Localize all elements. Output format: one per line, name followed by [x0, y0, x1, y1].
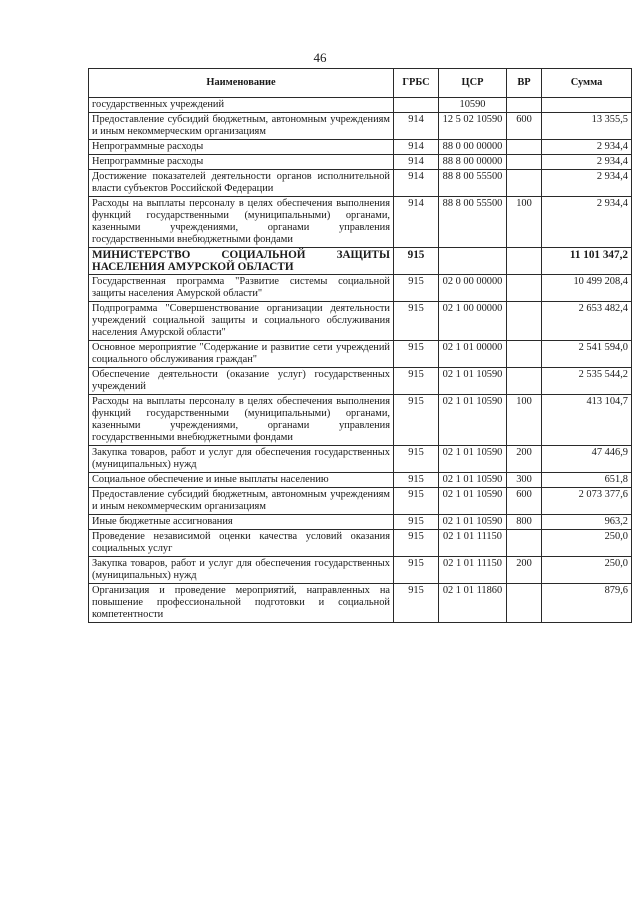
- table-row: [89, 155, 632, 170]
- cell-sum: 2 653 482,4: [542, 302, 632, 341]
- cell-vr: 800: [507, 515, 542, 530]
- table-row: [89, 98, 632, 113]
- cell-csr: 02 1 00 00000: [439, 302, 507, 341]
- cell-csr: 02 1 01 11150: [439, 557, 507, 584]
- table-row: [89, 248, 632, 275]
- cell-grbs: [394, 98, 439, 113]
- cell-csr: 02 1 01 10590: [439, 473, 507, 488]
- cell-vr: [507, 530, 542, 557]
- cell-name: Предоставление субсидий бюджетным, автономным учреждениям и иным некоммерческим организациям: [89, 113, 394, 140]
- table-body: [89, 98, 632, 623]
- cell-grbs: 915: [394, 557, 439, 584]
- cell-name: Иные бюджетные ассигнования: [89, 515, 394, 530]
- cell-name: Государственная программа "Развитие системы социальной защиты населения Амурской области": [89, 275, 394, 302]
- cell-sum: 13 355,5: [542, 113, 632, 140]
- cell-csr: 02 0 00 00000: [439, 275, 507, 302]
- cell-sum: 2 535 544,2: [542, 368, 632, 395]
- cell-name: Закупка товаров, работ и услуг для обеспечения государственных (муниципальных) нужд: [89, 557, 394, 584]
- cell-grbs: 914: [394, 113, 439, 140]
- cell-name: Организация и проведение мероприятий, направленных на повышение профессиональной подготовки и социальной компетентности: [89, 584, 394, 623]
- cell-grbs: 915: [394, 584, 439, 623]
- cell-name: Непрограммные расходы: [89, 140, 394, 155]
- cell-csr: 02 1 01 10590: [439, 488, 507, 515]
- cell-grbs: 914: [394, 140, 439, 155]
- cell-vr: 100: [507, 197, 542, 248]
- table-row: [89, 197, 632, 248]
- cell-vr: [507, 170, 542, 197]
- cell-name: Подпрограмма "Совершенствование организации деятельности учреждений социальной защиты и социального обслуживания населения Амурской области": [89, 302, 394, 341]
- header-name: Наименование: [89, 69, 394, 98]
- cell-vr: [507, 98, 542, 113]
- cell-grbs: 915: [394, 368, 439, 395]
- cell-name: государственных учреждений: [89, 98, 394, 113]
- cell-csr: 88 8 00 00000: [439, 155, 507, 170]
- table-row: [89, 170, 632, 197]
- cell-vr: 100: [507, 395, 542, 446]
- cell-name: Достижение показателей деятельности органов исполнительной власти субъектов Российской Федерации: [89, 170, 394, 197]
- cell-name: Предоставление субсидий бюджетным, автономным учреждениям и иным некоммерческим организациям: [89, 488, 394, 515]
- cell-grbs: 914: [394, 170, 439, 197]
- cell-name: Закупка товаров, работ и услуг для обеспечения государственных (муниципальных) нужд: [89, 446, 394, 473]
- cell-csr: 88 8 00 55500: [439, 197, 507, 248]
- cell-sum: 10 499 208,4: [542, 275, 632, 302]
- cell-name: Социальное обеспечение и иные выплаты населению: [89, 473, 394, 488]
- cell-grbs: 915: [394, 248, 439, 275]
- cell-sum: 47 446,9: [542, 446, 632, 473]
- cell-vr: [507, 275, 542, 302]
- cell-csr: 02 1 01 11150: [439, 530, 507, 557]
- cell-grbs: 915: [394, 395, 439, 446]
- table-row: [89, 446, 632, 473]
- cell-name: Обеспечение деятельности (оказание услуг) государственных учреждений: [89, 368, 394, 395]
- cell-csr: 88 0 00 00000: [439, 140, 507, 155]
- cell-csr: 10590: [439, 98, 507, 113]
- cell-vr: [507, 302, 542, 341]
- cell-vr: 300: [507, 473, 542, 488]
- cell-name: Основное мероприятие "Содержание и развитие сети учреждений социального обслуживания граждан": [89, 341, 394, 368]
- cell-sum: 11 101 347,2: [542, 248, 632, 275]
- header-csr: ЦСР: [439, 69, 507, 98]
- cell-sum: 2 073 377,6: [542, 488, 632, 515]
- cell-vr: [507, 341, 542, 368]
- header-vr: ВР: [507, 69, 542, 98]
- cell-sum: 413 104,7: [542, 395, 632, 446]
- cell-name: Расходы на выплаты персоналу в целях обеспечения выполнения функций государственными (муниципальными) органами, казенными учреждениями, органами управления государственными внебюджетными фондами: [89, 197, 394, 248]
- cell-csr: 02 1 01 10590: [439, 515, 507, 530]
- cell-csr: 12 5 02 10590: [439, 113, 507, 140]
- cell-sum: 2 934,4: [542, 155, 632, 170]
- cell-vr: [507, 248, 542, 275]
- cell-vr: [507, 140, 542, 155]
- cell-csr: 02 1 01 10590: [439, 395, 507, 446]
- cell-grbs: 914: [394, 197, 439, 248]
- cell-sum: 2 541 594,0: [542, 341, 632, 368]
- cell-grbs: 915: [394, 302, 439, 341]
- table-row: [89, 341, 632, 368]
- cell-vr: 200: [507, 446, 542, 473]
- cell-grbs: 915: [394, 275, 439, 302]
- cell-grbs: 915: [394, 473, 439, 488]
- cell-csr: 02 1 01 11860: [439, 584, 507, 623]
- cell-sum: 2 934,4: [542, 197, 632, 248]
- table-row: [89, 275, 632, 302]
- cell-sum: 2 934,4: [542, 170, 632, 197]
- cell-sum: 963,2: [542, 515, 632, 530]
- cell-grbs: 915: [394, 515, 439, 530]
- cell-name: Проведение независимой оценки качества условий оказания социальных услуг: [89, 530, 394, 557]
- cell-sum: 250,0: [542, 557, 632, 584]
- cell-sum: 250,0: [542, 530, 632, 557]
- cell-vr: [507, 584, 542, 623]
- cell-vr: [507, 368, 542, 395]
- cell-name: Непрограммные расходы: [89, 155, 394, 170]
- table-row: [89, 557, 632, 584]
- cell-sum: 651,8: [542, 473, 632, 488]
- table-row: [89, 584, 632, 623]
- cell-sum: [542, 98, 632, 113]
- header-sum: Сумма: [542, 69, 632, 98]
- table-row: [89, 473, 632, 488]
- cell-sum: 2 934,4: [542, 140, 632, 155]
- cell-grbs: 915: [394, 488, 439, 515]
- cell-csr: 02 1 01 10590: [439, 446, 507, 473]
- cell-grbs: 914: [394, 155, 439, 170]
- table-row: [89, 488, 632, 515]
- table-row: [89, 515, 632, 530]
- cell-grbs: 915: [394, 530, 439, 557]
- budget-table: [88, 68, 632, 623]
- cell-sum: 879,6: [542, 584, 632, 623]
- cell-csr: 02 1 01 00000: [439, 341, 507, 368]
- cell-vr: 200: [507, 557, 542, 584]
- page-number: 46: [313, 50, 327, 65]
- cell-csr: [439, 248, 507, 275]
- cell-grbs: 915: [394, 446, 439, 473]
- cell-vr: [507, 155, 542, 170]
- header-grbs: ГРБС: [394, 69, 439, 98]
- cell-grbs: 915: [394, 341, 439, 368]
- cell-name: Расходы на выплаты персоналу в целях обеспечения выполнения функций государственными (муниципальными) органами, казенными учреждениями, органами управления государственными внебюджетными фондами: [89, 395, 394, 446]
- table-row: [89, 368, 632, 395]
- cell-vr: 600: [507, 488, 542, 515]
- cell-csr: 88 8 00 55500: [439, 170, 507, 197]
- cell-name: МИНИСТЕРСТВО СОЦИАЛЬНОЙ ЗАЩИТЫ НАСЕЛЕНИЯ АМУРСКОЙ ОБЛАСТИ: [89, 248, 394, 275]
- table-row: [89, 113, 632, 140]
- table-row: [89, 395, 632, 446]
- table-header-row: [89, 69, 632, 98]
- cell-csr: 02 1 01 10590: [439, 368, 507, 395]
- table-row: [89, 140, 632, 155]
- table-row: [89, 530, 632, 557]
- table-row: [89, 302, 632, 341]
- cell-vr: 600: [507, 113, 542, 140]
